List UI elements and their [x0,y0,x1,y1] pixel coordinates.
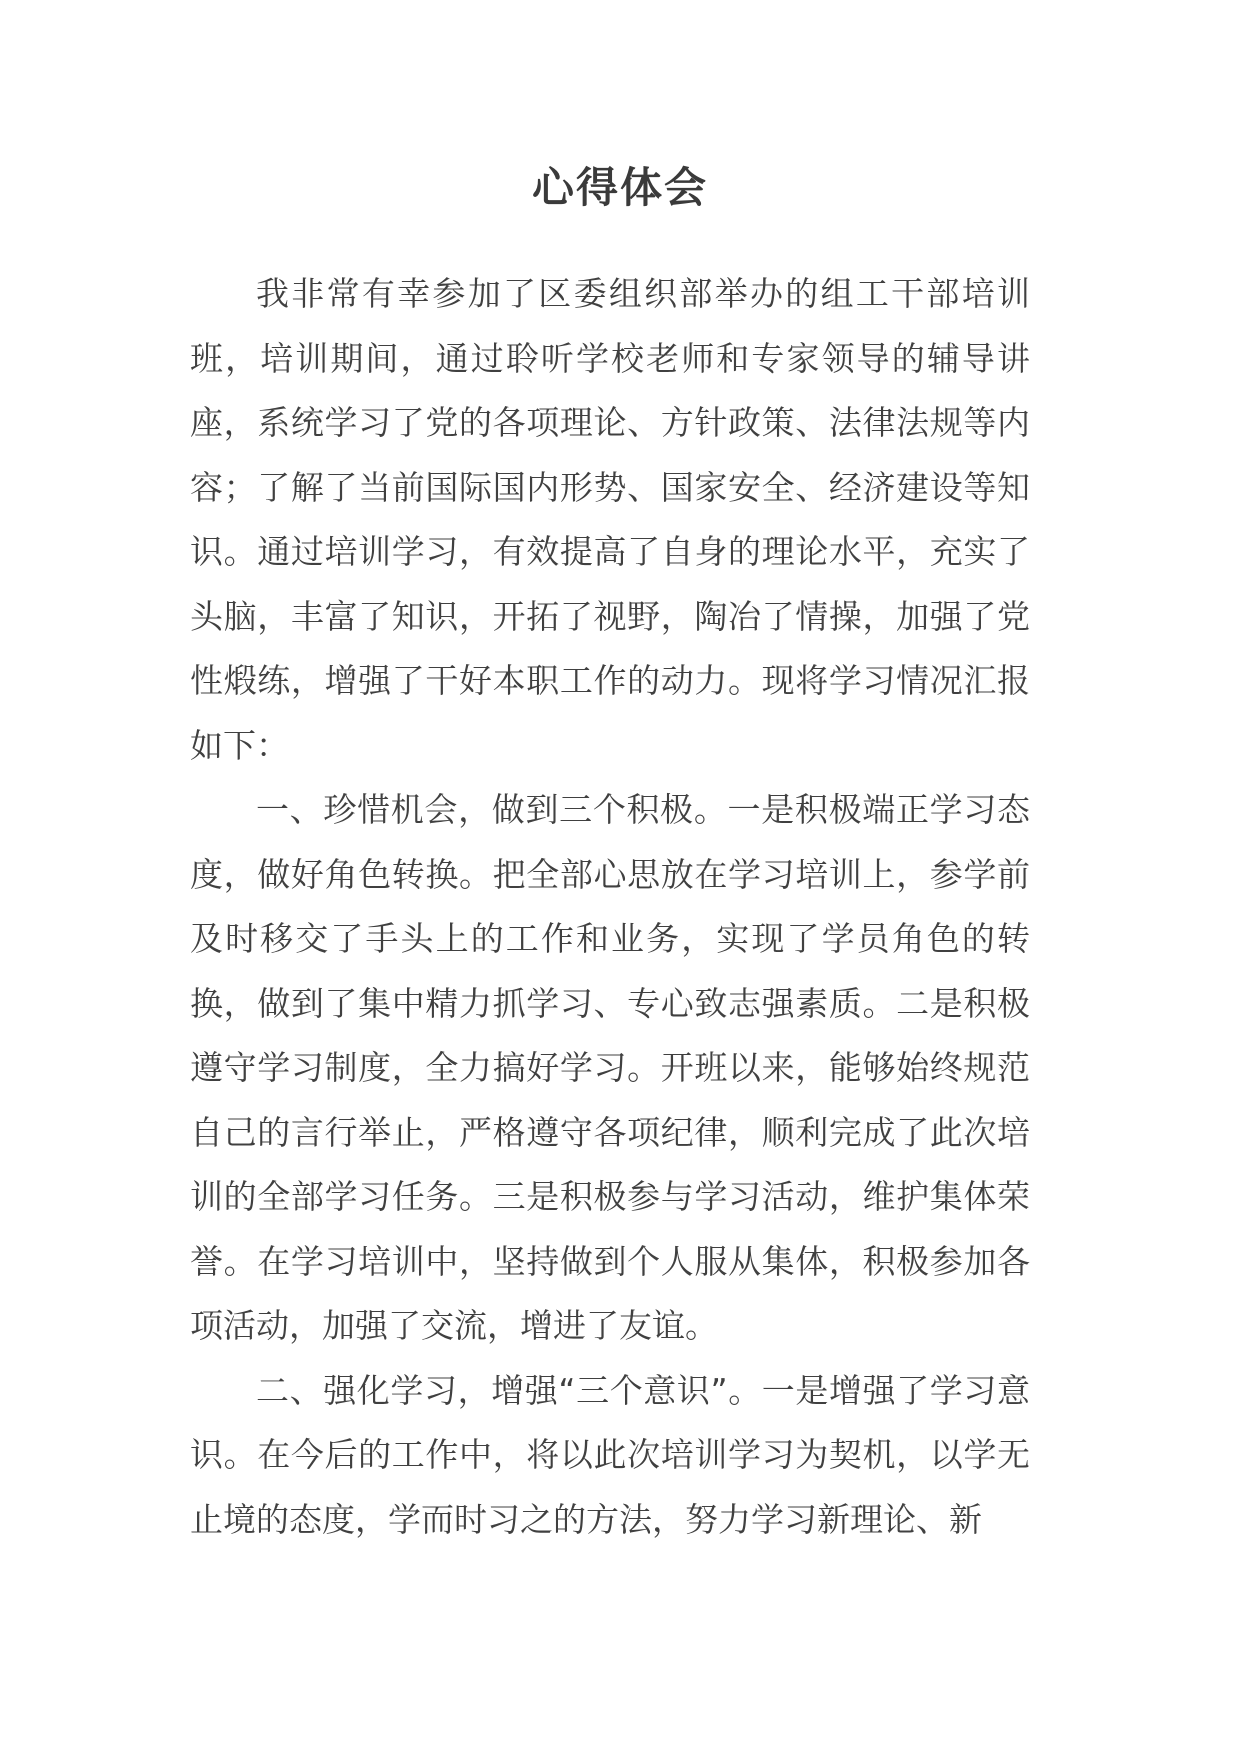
paragraph-section-one: 一、珍惜机会，做到三个积极。一是积极端正学习态度，做好角色转换。把全部心思放在学习培训上，参学前及时移交了手头上的工作和业务，实现了学员角色的转换，做到了集中精力抓学习、专心致志强素质。二是积极遵守学习制度，全力搞好学习。开班以来，能够始终规范自己的言行举止，严格遵守各项纪律，顺利完成了此次培训的全部学习任务。三是积极参与学习活动，维护集体荣誉。在学习培训中，坚持做到个人服从集体，积极参加各项活动，加强了交流，增进了友谊。 [190,790,1030,1345]
paragraph-intro: 我非常有幸参加了区委组织部举办的组工干部培训班，培训期间，通过聆听学校老师和专家领导的辅导讲座，系统学习了党的各项理论、方针政策、法律法规等内容；了解了当前国际国内形势、国家安全、经济建设等知识。通过培训学习，有效提高了自身的理论水平，充实了头脑，丰富了知识，开拓了视野，陶冶了情操，加强了党性煅练，增强了干好本职工作的动力。现将学习情况汇报如下： [190,274,1030,765]
document-body [190,262,1030,1552]
document-title: 心得体会 [531,163,708,212]
paragraph-section-two: 二、强化学习，增强“三个意识”。一是增强了学习意识。在今后的工作中，将以此次培训学习为契机，以学无止境的态度，学而时习之的方法，努力学习新理论、新 [190,1370,1030,1539]
